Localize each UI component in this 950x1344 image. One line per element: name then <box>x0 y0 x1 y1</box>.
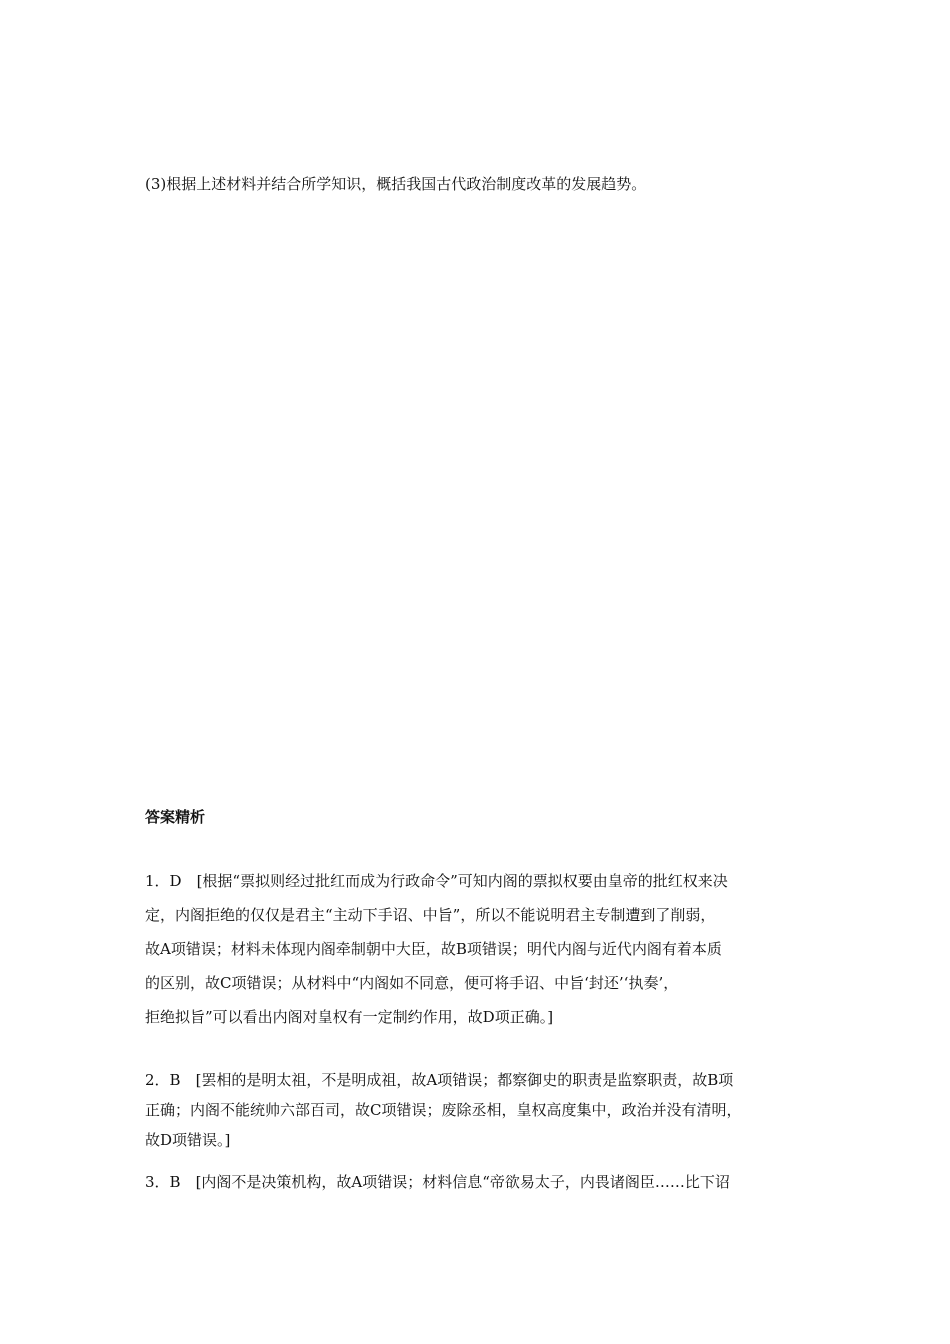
answer-item-3 <box>145 1165 825 1199</box>
answer-section-title: 答案精析 <box>145 808 206 826</box>
answer-item-1 <box>145 864 825 1034</box>
question-3-prompt: (3)根据上述材料并结合所学知识，概括我国古代政治制度改革的发展趋势。 <box>145 175 647 193</box>
answer-item-2 <box>145 1065 825 1155</box>
answer-line: 正确；内阁不能统帅六部百司，故C项错误；废除丞相，皇权高度集中，政治并没有清明， <box>145 1101 742 1119</box>
answer-line: 拒绝拟旨”可以看出内阁对皇权有一定制约作用，故D项正确。] <box>145 1008 554 1026</box>
answer-line: 故D项错误。] <box>145 1131 231 1149</box>
answer-line: 2．B [罢相的是明太祖，不是明成祖，故A项错误；都察御史的职责是监察职责，故B项 <box>145 1071 734 1089</box>
answer-line: 故A项错误；材料未体现内阁牵制朝中大臣，故B项错误；明代内阁与近代内阁有着本质 <box>145 940 722 958</box>
answer-line: 1．D [根据“票拟则经过批红而成为行政命令”可知内阁的票拟权要由皇帝的批红权来决 <box>145 872 728 890</box>
answer-line: 的区别，故C项错误；从材料中“内阁如不同意，便可将手诏、中旨‘封还’‘执奏’， <box>145 974 679 992</box>
answer-line: 定，内阁拒绝的仅仅是君主“主动下手诏、中旨”，所以不能说明君主专制遭到了削弱， <box>145 906 716 924</box>
answer-line: 3．B [内阁不是决策机构，故A项错误；材料信息“帝欲易太子，内畏诸阁臣……比下诏 <box>145 1173 730 1191</box>
